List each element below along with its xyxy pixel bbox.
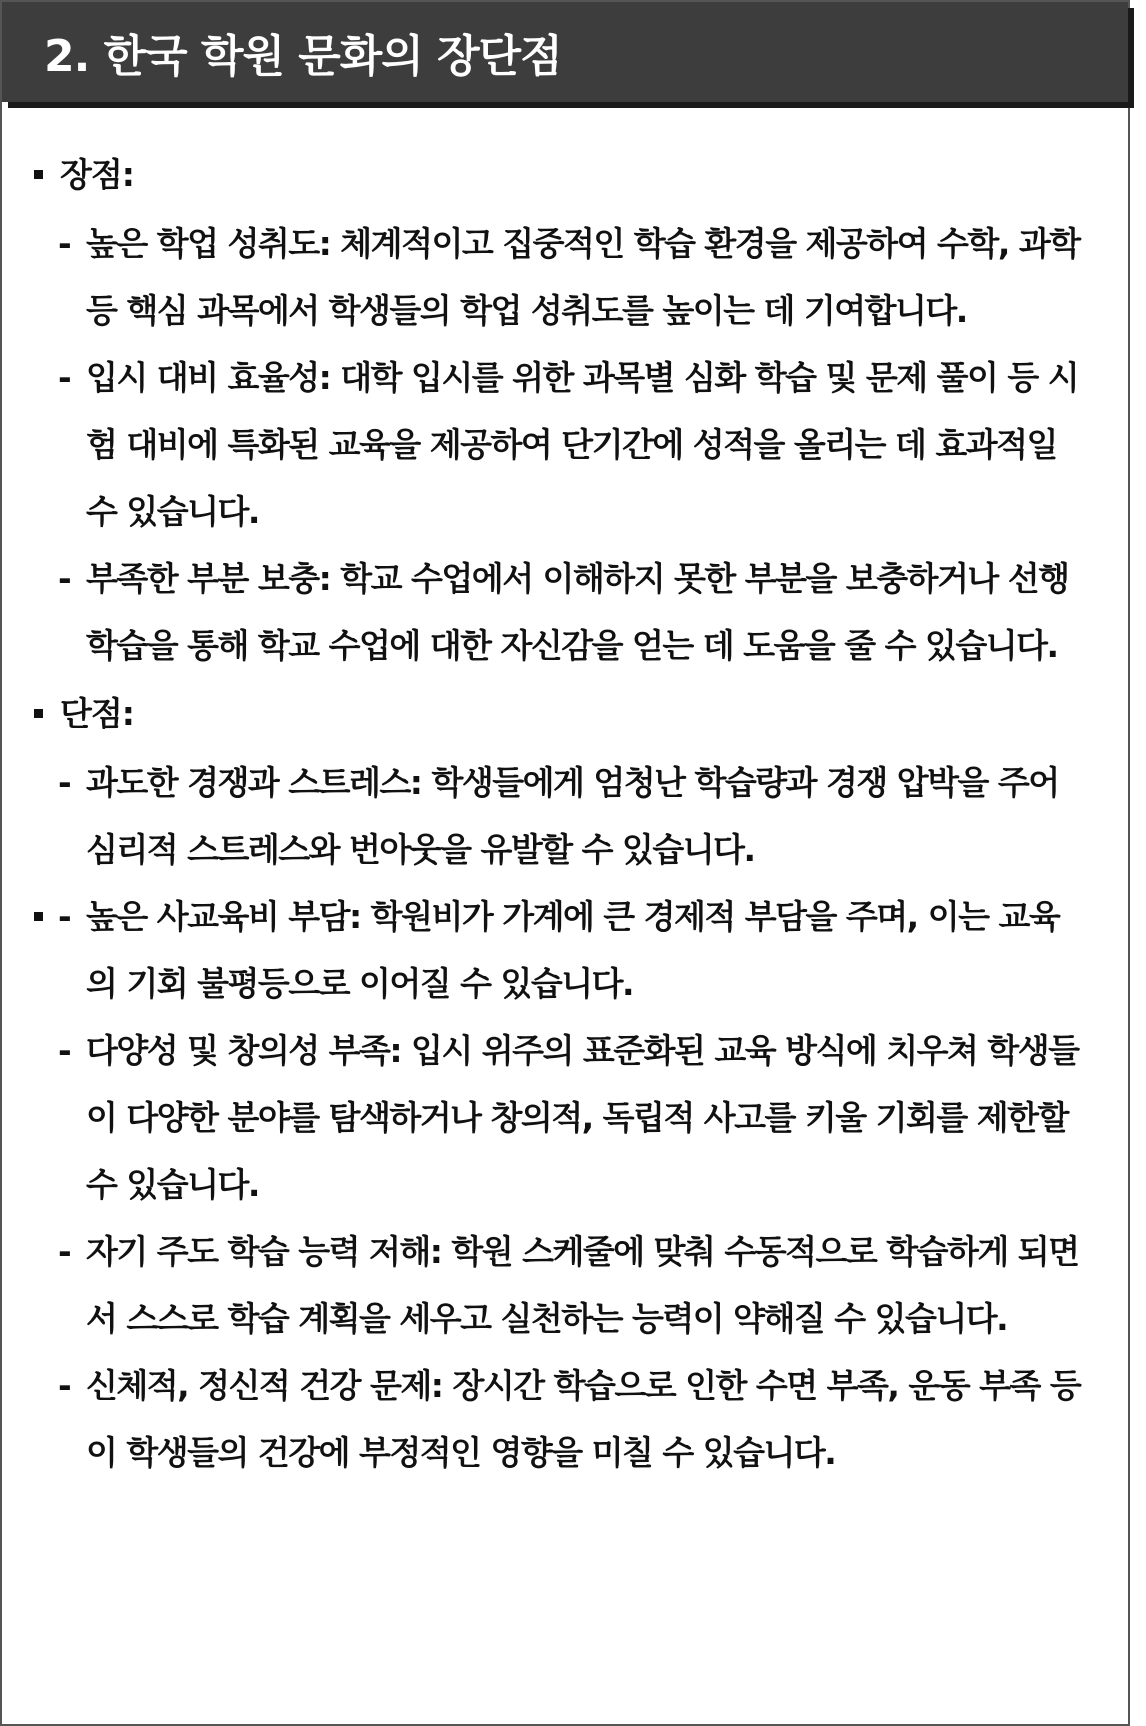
list-item-disadvantage-4: [2, 1218, 1128, 1352]
section-label: 단점:: [60, 694, 134, 733]
item-text: 높은 학업 성취도: 체계적이고 집중적인 학습 환경을 제공하여 수학, 과학 등 핵심 과목에서 학생들의 학업 성취도를 높이는 데 기여합니다.: [86, 224, 1080, 330]
item-text: 입시 대비 효율성: 대학 입시를 위한 과목별 심화 학습 및 문제 풀이 등 시험 대비에 특화된 교육을 제공하여 단기간에 성적을 올리는 데 효과적일 수 있습니다.: [86, 358, 1079, 531]
item-text: 높은 사교육비 부담: 학원비가 가계에 큰 경제적 부담을 주며, 이는 교육의 기회 불평등으로 이어질 수 있습니다.: [86, 897, 1060, 1003]
section-advantages-heading: [2, 140, 1128, 210]
square-bullet-icon: [34, 709, 43, 718]
section-label: 장점:: [60, 155, 134, 194]
square-bullet-icon: [34, 912, 43, 921]
item-text: 신체적, 정신적 건강 문제: 장시간 학습으로 인한 수면 부족, 운동 부족 등이 학생들의 건강에 부정적인 영향을 미칠 수 있습니다.: [86, 1366, 1081, 1472]
dash-bullet: -: [58, 224, 71, 263]
square-bullet-icon: [34, 170, 43, 179]
content-area: [2, 140, 1128, 1486]
dash-bullet: -: [58, 763, 71, 802]
dash-bullet: -: [58, 897, 71, 936]
list-item-disadvantage-3: [2, 1017, 1128, 1218]
dash-bullet: -: [58, 1366, 71, 1405]
dash-bullet: -: [58, 1031, 71, 1070]
item-text: 다양성 및 창의성 부족: 입시 위주의 표준화된 교육 방식에 치우쳐 학생들이 다양한 분야를 탐색하거나 창의적, 독립적 사고를 키울 기회를 제한할 수 있습니다.: [86, 1031, 1079, 1204]
dash-bullet: -: [58, 358, 71, 397]
list-item-disadvantage-1: [2, 749, 1128, 883]
list-item-advantage-3: [2, 545, 1128, 679]
list-item-advantage-1: [2, 210, 1128, 344]
dash-bullet: -: [58, 559, 71, 598]
page-title: 2. 한국 학원 문화의 장단점: [44, 31, 562, 82]
item-text: 부족한 부분 보충: 학교 수업에서 이해하지 못한 부분을 보충하거나 선행 학습을 통해 학교 수업에 대한 자신감을 얻는 데 도움을 줄 수 있습니다.: [86, 559, 1069, 665]
dash-bullet: -: [58, 1232, 71, 1271]
section-disadvantages-heading: [2, 679, 1128, 749]
list-item-disadvantage-5: [2, 1352, 1128, 1486]
title-bar: [2, 2, 1128, 102]
list-item-disadvantage-2: [2, 883, 1128, 1017]
item-text: 과도한 경쟁과 스트레스: 학생들에게 엄청난 학습량과 경쟁 압박을 주어 심리적 스트레스와 번아웃을 유발할 수 있습니다.: [86, 763, 1059, 869]
item-text: 자기 주도 학습 능력 저해: 학원 스케줄에 맞춰 수동적으로 학습하게 되면서 스스로 학습 계획을 세우고 실천하는 능력이 약해질 수 있습니다.: [86, 1232, 1079, 1338]
list-item-advantage-2: [2, 344, 1128, 545]
